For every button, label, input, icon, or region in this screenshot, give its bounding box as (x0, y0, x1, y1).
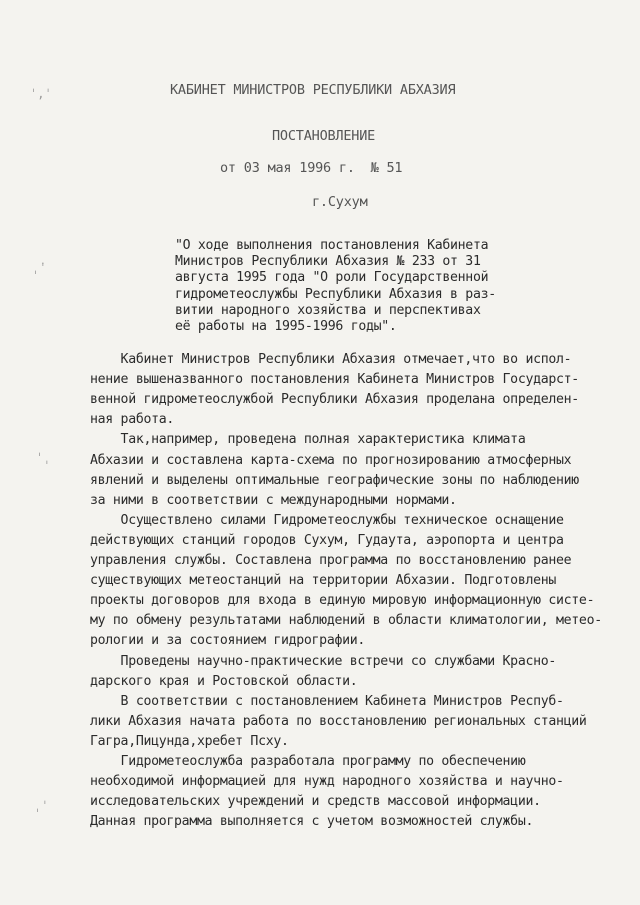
body-line: управления службы. Составлена программа по восстановлению ранее (90, 553, 572, 568)
body-line: исследовательских учреждений и средств массовой информации. (90, 794, 541, 810)
scan-mark: ˈ,ˈ (30, 87, 52, 101)
body-line: Осуществлено силами Гидрометеослужбы техническое оснащение (90, 512, 564, 528)
place: г.Сухум (312, 194, 368, 210)
subject-line: августа 1995 года "О роли Государственной (175, 270, 489, 286)
body-line: рологии и за состоянием гидрографии. (90, 633, 366, 649)
body-line: ная работа. (90, 412, 175, 428)
document-type: ПОСТАНОВЛЕНИЕ (272, 128, 376, 144)
date-and-number: от 03 мая 1996 г. № 51 (220, 160, 403, 176)
body-line: действующих станций городов Сухум, Гудаута, аэропорта и центра (90, 532, 564, 548)
body-line: существующих метеостанций на территории Абхазии. Подготовлены (90, 573, 557, 589)
body-line: проекты договоров для входа в единую мировую информационную систе- (90, 593, 595, 609)
body-line: Гидрометеослужба разработала программу по обеспечению (90, 754, 526, 769)
body-line: необходимой информацией для нужд народного хозяйства и научно- (90, 774, 564, 790)
body-line: Данная программа выполняется с учетом возможностей службы. (90, 814, 534, 830)
body-line: за ними в соответствии с международными нормами. (90, 492, 457, 508)
body-line: лики Абхазия начата работа по восстановлению региональных станций (90, 713, 587, 729)
body-line: Проведены научно-практические встречи со службами Красно- (90, 653, 557, 669)
subject-line: "О ходе выполнения постановления Кабинета (175, 238, 489, 253)
issuer-heading: КАБИНЕТ МИНИСТРОВ РЕСПУБЛИКИ АБХАЗИЯ (170, 82, 456, 98)
scan-mark: ˌˈ (34, 799, 49, 813)
subject-line: витии народного хозяйства и перспективах (175, 302, 481, 318)
body-line: Так,например, проведена полная характеристика климата (90, 432, 526, 448)
body-line: Абхазии и составлена карта-схема по прогнозированию атмосферных (90, 452, 572, 468)
body-line: дарского края и Ростовской области. (90, 673, 358, 689)
body-line: му по обмену результатами наблюдений в области климатологии, метео- (90, 613, 602, 629)
body-line: венной гидрометеослужбой Республики Абхазия проделана определен- (90, 392, 579, 408)
subject-line: Министров Республики Абхазия № 233 от 31 (175, 254, 481, 270)
body-line: Гагра,Пицунда,хребет Псху. (90, 733, 289, 749)
body-line: В соответствии с постановлением Кабинета Министров Респуб- (90, 693, 564, 709)
body-line: нение вышеназванного постановления Кабинета Министров Государст- (90, 372, 579, 388)
body-line: Кабинет Министров Республики Абхазия отмечает,что во испол- (90, 352, 572, 367)
scan-mark: ˌ̇ˈ (32, 261, 47, 275)
subject-line: гидрометеослужбы Республики Абхазия в раз- (175, 286, 496, 302)
body-line: явлений и выделены оптимальные географические зоны по наблюдению (90, 472, 579, 488)
scan-mark: ˈˌ (36, 451, 51, 465)
subject-line: её работы на 1995-1996 годы". (175, 319, 397, 334)
